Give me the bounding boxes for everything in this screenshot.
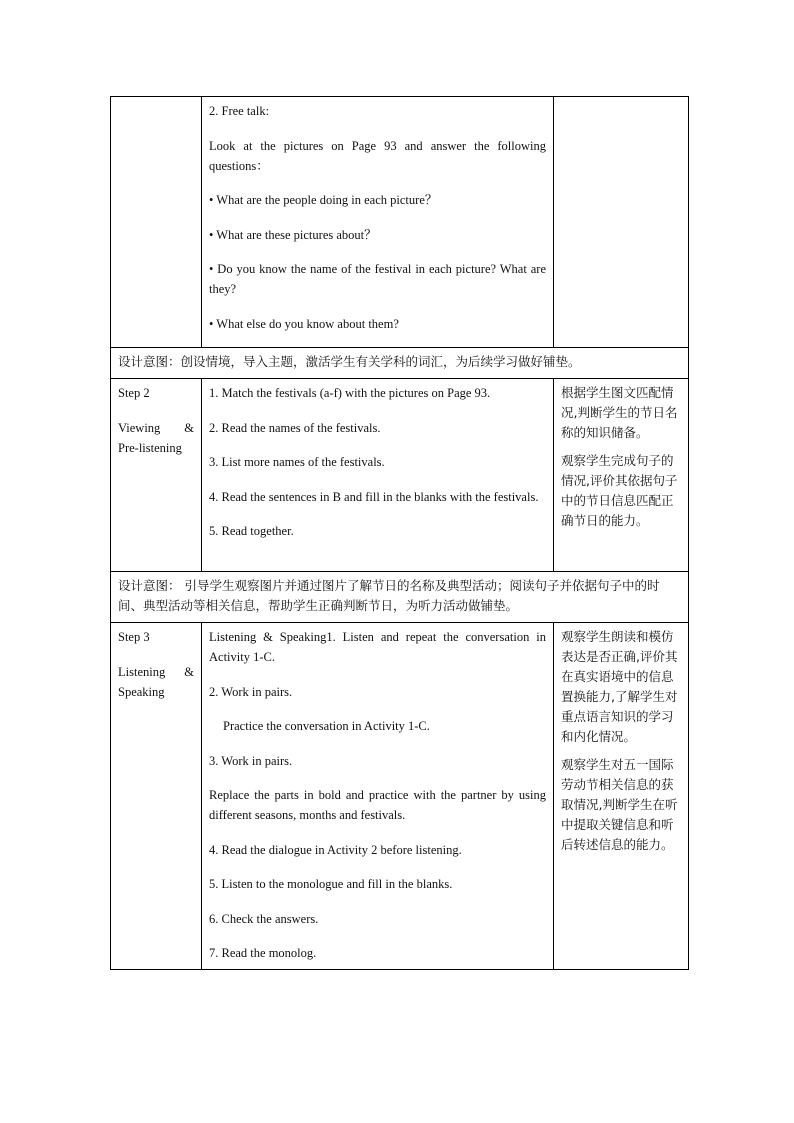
step-name: Pre-listening [118, 440, 182, 455]
assessment-cell [554, 97, 689, 348]
step-name: Viewing & [118, 420, 194, 435]
activity-cell [202, 379, 554, 572]
activity-cell [202, 623, 554, 970]
activity-item: 5. Read together. [209, 524, 294, 538]
activity-item: • What else do you know about them? [209, 316, 399, 331]
step-number: Step 3 [118, 630, 150, 644]
activity-item: 5. Listen to the monologue and fill in the blanks. [209, 877, 453, 891]
design-intent: 设计意图： 引导学生观察图片并通过图片了解节日的名称及典型活动；阅读句子并依据句子中的时间、典型活动等相关信息，帮助学生正确判断节日，为听力活动做铺垫。 [111, 572, 689, 623]
activity-item: Practice the conversation in Activity 1-C. [223, 719, 430, 733]
step-cell [111, 97, 202, 348]
step-cell [111, 379, 202, 572]
design-intent: 设计意图：创设情境，导入主题，激活学生有关学科的词汇，为后续学习做好铺垫。 [111, 348, 689, 379]
activity-cell [202, 97, 554, 348]
activity-item: 6. Check the answers. [209, 911, 319, 926]
activity-item: 3. List more names of the festivals. [209, 455, 385, 469]
activity-item: 2. Read the names of the festivals. [209, 420, 381, 435]
activity-item: Replace the parts in bold and practice with the partner by using different seasons, months and festivals. [209, 788, 546, 822]
activity-item: • What are these pictures about？ [209, 227, 377, 242]
table-row [111, 379, 689, 572]
assessment-note: 观察学生对五一国际劳动节相关信息的获取情况,判断学生在听中提取关键信息和听后转述信息的能力。 [561, 757, 678, 852]
table-row [111, 572, 689, 623]
step-number: Step 2 [118, 386, 150, 400]
assessment-note: 观察学生完成句子的情况,评价其依据句子中的节日信息匹配正确节日的能力。 [561, 453, 678, 528]
step-name: Speaking [118, 684, 165, 699]
table-row [111, 623, 689, 970]
activity-item: 1. Match the festivals (a-f) with the pictures on Page 93. [209, 386, 491, 400]
activity-item: 3. Work in pairs. [209, 753, 293, 768]
activity-item: 2. Work in pairs. [209, 684, 293, 699]
assessment-cell [554, 379, 689, 572]
table-row [111, 97, 689, 348]
assessment-cell [554, 623, 689, 970]
activity-item: 4. Read the sentences in B and fill in the blanks with the festivals. [209, 489, 539, 504]
activity-item: 2. Free talk: [209, 104, 270, 118]
activity-item: 7. Read the monolog. [209, 946, 317, 960]
table-row [111, 348, 689, 379]
assessment-note: 根据学生图文匹配情况,判断学生的节日名称的知识储备。 [561, 385, 678, 440]
activity-item: Listening & Speaking1. Listen and repeat the conversation in Activity 1-C. [209, 630, 546, 664]
step-name: Listening & [118, 664, 194, 679]
activity-item: Look at the pictures on Page 93 and answer the following questions： [209, 138, 546, 173]
activity-item: • What are the people doing in each picture？ [209, 193, 438, 207]
assessment-note: 观察学生朗读和模仿表达是否正确,评价其在真实语境中的信息置换能力,了解学生对重点语言知识的学习和内化情况。 [561, 629, 678, 744]
activity-item: 4. Read the dialogue in Activity 2 before listening. [209, 842, 462, 857]
step-cell [111, 623, 202, 970]
lesson-plan-table [110, 96, 689, 970]
activity-item: • Do you know the name of the festival in each picture? What are they? [209, 262, 546, 296]
